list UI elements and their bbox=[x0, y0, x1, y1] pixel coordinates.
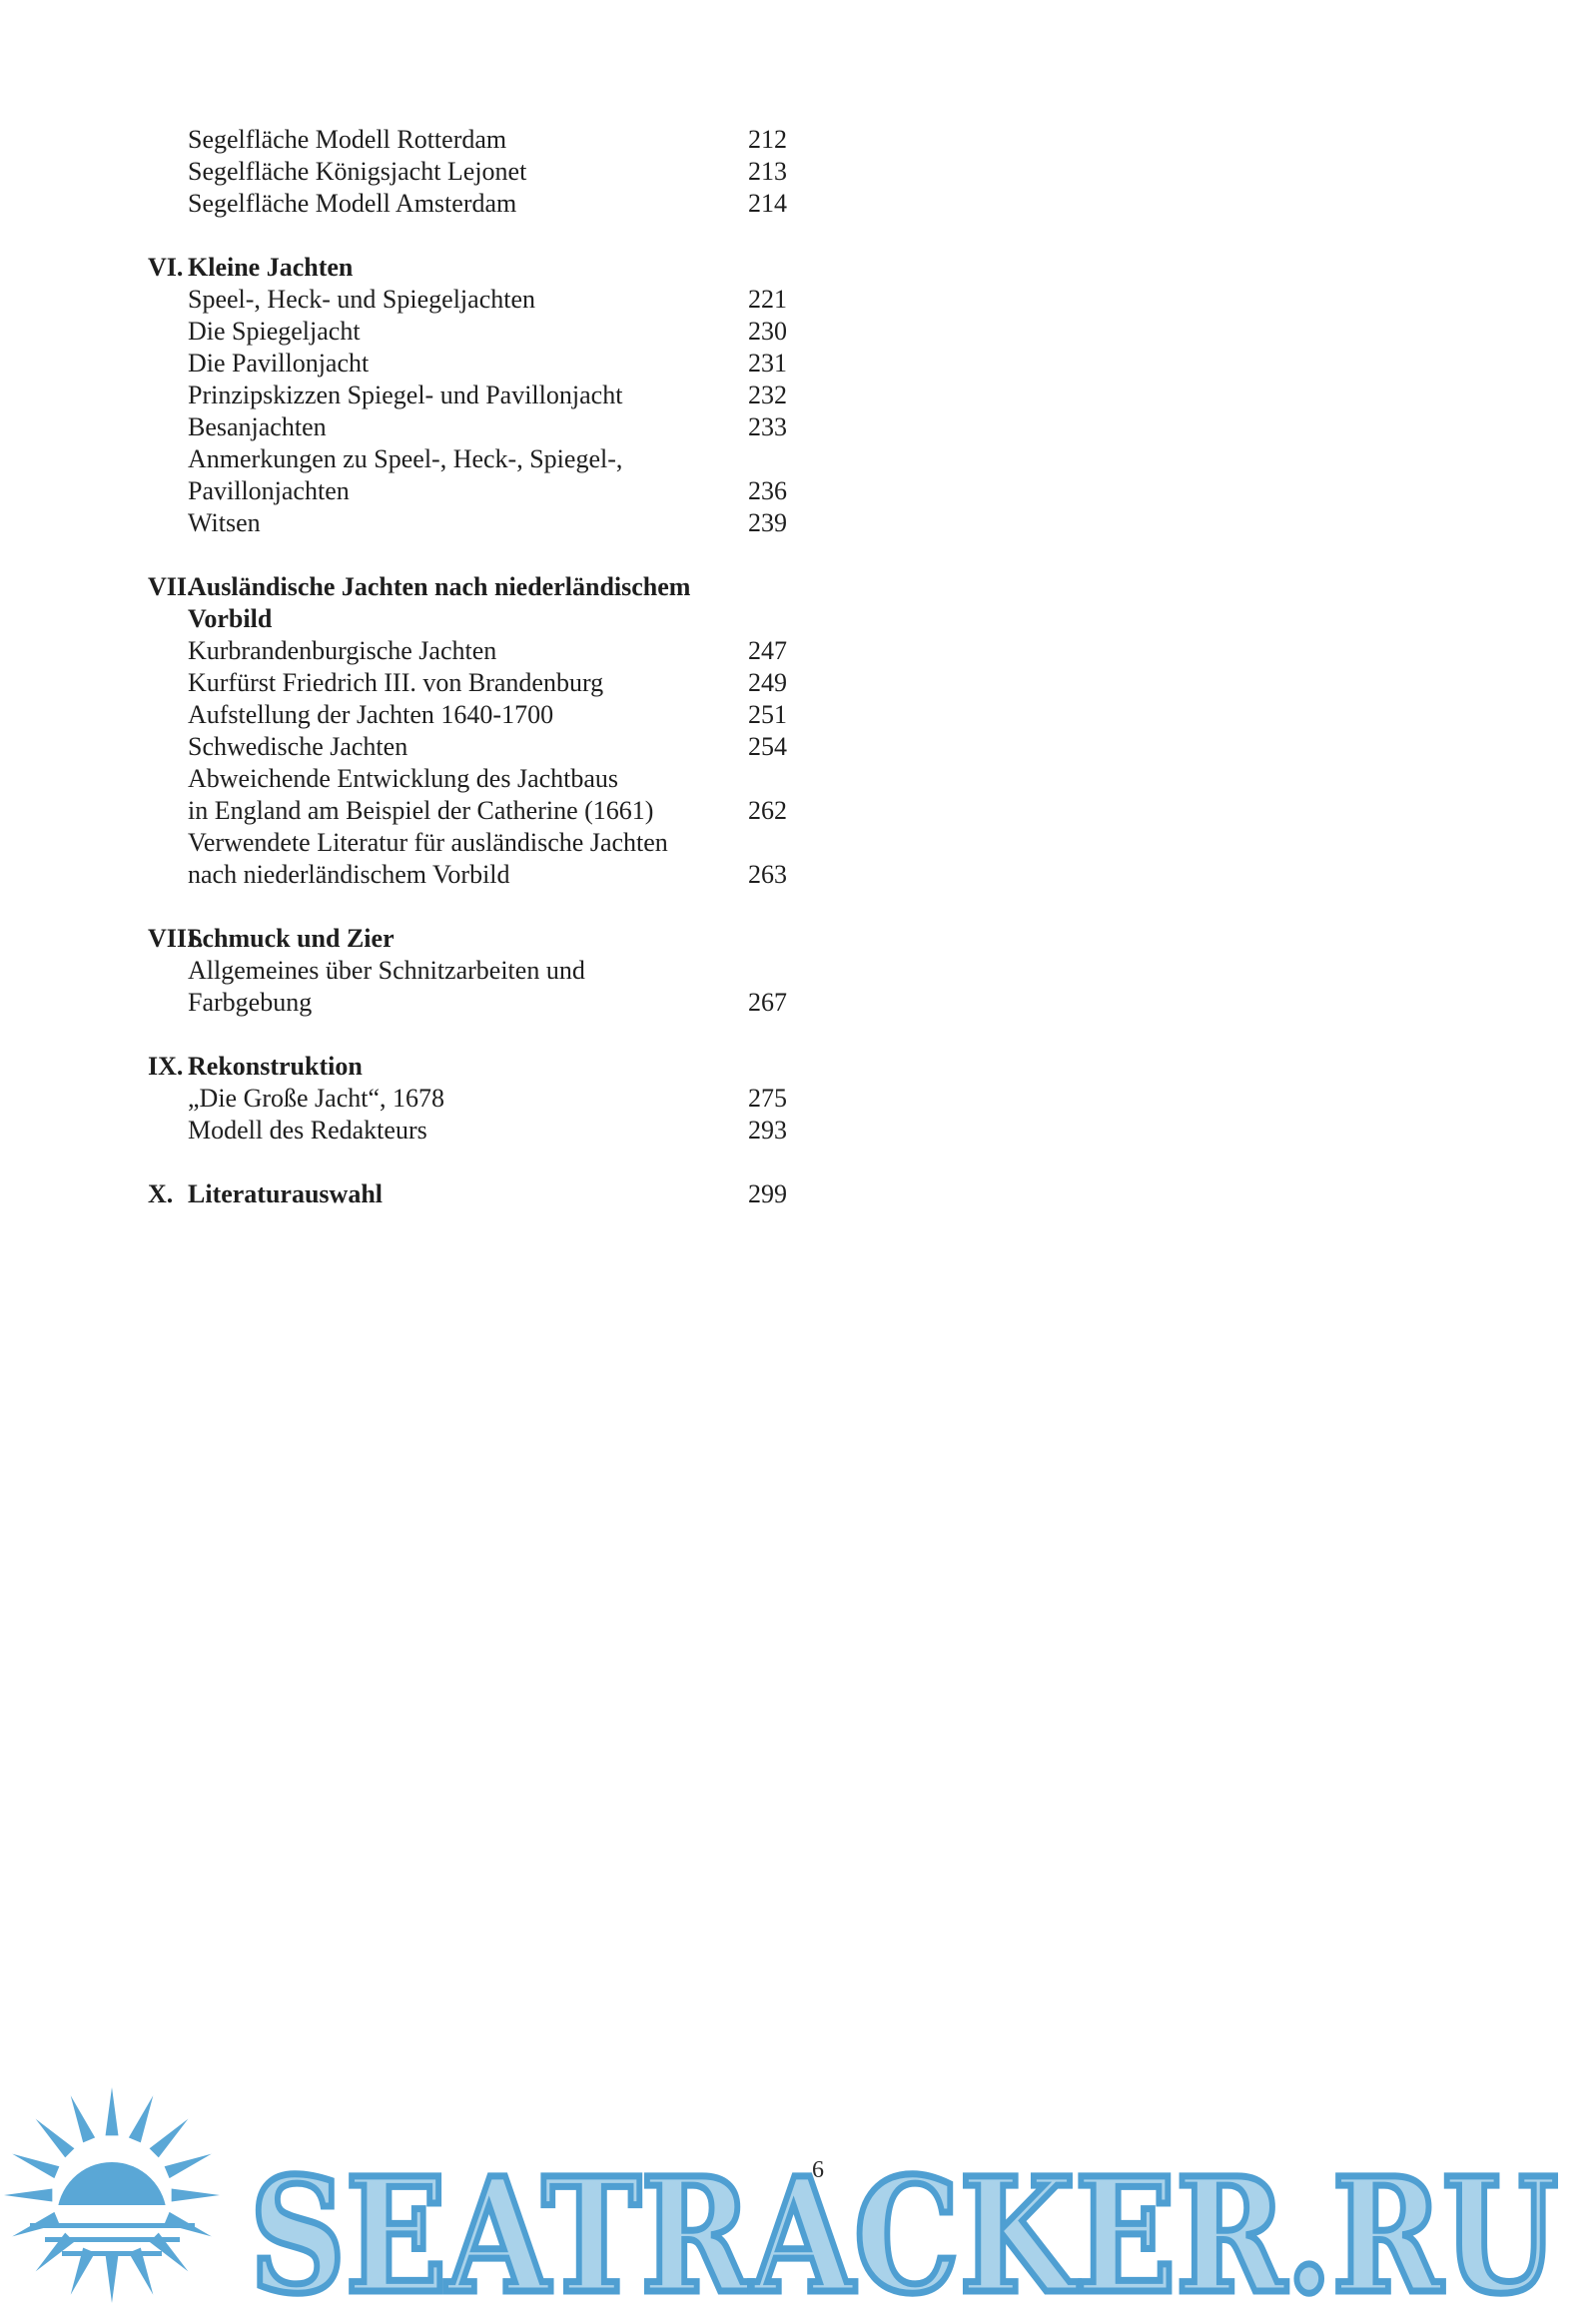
section-title: Ausländische Jachten nach niederländischem bbox=[188, 572, 691, 601]
section-title: Rekonstruktion bbox=[188, 1052, 363, 1081]
page-ref: 214 bbox=[748, 189, 787, 218]
toc-entry-label: Allgemeines über Schnitzarbeiten und bbox=[188, 956, 585, 985]
toc-entry-label: Segelfläche Modell Rotterdam bbox=[188, 125, 507, 154]
section-title: Schmuck und Zier bbox=[188, 924, 395, 953]
toc-section-heading bbox=[148, 1178, 787, 1210]
toc-entry bbox=[148, 635, 787, 667]
sun-ray bbox=[36, 2119, 75, 2158]
toc-entry bbox=[148, 699, 787, 731]
page-ref: 263 bbox=[748, 860, 787, 889]
section-title-continued: Vorbild bbox=[188, 604, 273, 633]
toc-entry-label: Anmerkungen zu Speel-, Heck-, Spiegel-, bbox=[188, 444, 623, 473]
toc-section bbox=[148, 923, 787, 1019]
toc-entry bbox=[148, 284, 787, 316]
page-ref: 267 bbox=[748, 988, 787, 1017]
section-title: Literaturauswahl bbox=[188, 1179, 383, 1208]
page-ref: 233 bbox=[748, 412, 787, 441]
toc-entry bbox=[148, 667, 787, 699]
toc-entry bbox=[148, 1083, 787, 1115]
toc-section-heading bbox=[148, 252, 787, 284]
section-number: VIII. bbox=[148, 924, 204, 953]
toc-entry-label: Pavillonjachten bbox=[188, 476, 350, 505]
toc-entry-label: Abweichende Entwicklung des Jachtbaus bbox=[188, 764, 619, 793]
page-ref: 212 bbox=[748, 125, 787, 154]
toc-entry bbox=[148, 411, 787, 443]
toc-entry-label: nach niederländischem Vorbild bbox=[188, 860, 510, 889]
toc-entry bbox=[148, 380, 787, 411]
toc-entry-label: Witsen bbox=[188, 508, 261, 537]
toc-entry bbox=[148, 955, 787, 987]
table-of-contents bbox=[148, 124, 787, 1242]
page-ref: 236 bbox=[748, 476, 787, 505]
toc-entry-label: Segelfläche Modell Amsterdam bbox=[188, 189, 517, 218]
toc-entry-label: Segelfläche Königsjacht Lejonet bbox=[188, 157, 527, 186]
sun-ray bbox=[4, 2189, 52, 2202]
page-number: 6 bbox=[812, 2157, 824, 2183]
page-ref: 299 bbox=[748, 1179, 787, 1208]
watermark-logo bbox=[0, 2077, 1596, 2314]
toc-entry-label: Die Spiegeljacht bbox=[188, 317, 361, 346]
page-ref: 254 bbox=[748, 732, 787, 761]
sun-ray bbox=[106, 2255, 119, 2303]
toc-entry-label: in England am Beispiel der Catherine (1661) bbox=[188, 796, 654, 825]
toc-entry-label: Schwedische Jachten bbox=[188, 732, 408, 761]
toc-entry bbox=[148, 124, 787, 156]
toc-entry-label: „Die Große Jacht“, 1678 bbox=[188, 1084, 445, 1113]
watermark-text: SEATRACKER.RU bbox=[250, 2144, 1558, 2314]
page-ref: 251 bbox=[748, 700, 787, 729]
toc-entry-label: Aufstellung der Jachten 1640-1700 bbox=[188, 700, 554, 729]
toc-entry bbox=[148, 475, 787, 507]
toc-entry bbox=[148, 316, 787, 348]
toc-entry bbox=[148, 987, 787, 1019]
toc-entry bbox=[148, 507, 787, 539]
page-ref: 262 bbox=[748, 796, 787, 825]
toc-entry bbox=[148, 795, 787, 827]
sun-ray bbox=[71, 2095, 95, 2142]
page-ref: 213 bbox=[748, 157, 787, 186]
sun-ray bbox=[129, 2095, 153, 2142]
toc-section-heading bbox=[148, 923, 787, 955]
toc-section bbox=[148, 252, 787, 539]
toc-entry bbox=[148, 731, 787, 763]
toc-entry bbox=[148, 443, 787, 475]
section-number: VII. bbox=[148, 572, 194, 601]
toc-entry-label: Die Pavillonjacht bbox=[188, 349, 370, 378]
toc-entry-label: Verwendete Literatur für ausländische Jachten bbox=[188, 828, 668, 857]
toc-entry bbox=[148, 859, 787, 891]
toc-entry-label: Prinzipskizzen Spiegel- und Pavillonjacht bbox=[188, 381, 623, 409]
toc-entry-label: Kurfürst Friedrich III. von Brandenburg bbox=[188, 668, 604, 697]
toc-entry-label: Modell des Redakteurs bbox=[188, 1116, 427, 1145]
toc-entry bbox=[148, 763, 787, 795]
page-ref: 232 bbox=[748, 381, 787, 409]
sun-ray bbox=[12, 2154, 59, 2178]
sun-over-sea-icon bbox=[4, 2087, 220, 2303]
toc-entry-label: Kurbrandenburgische Jachten bbox=[188, 636, 497, 665]
toc-entry bbox=[148, 348, 787, 380]
page-ref: 275 bbox=[748, 1084, 787, 1113]
toc-entry-label: Farbgebung bbox=[188, 988, 313, 1017]
section-title: Kleine Jachten bbox=[188, 253, 354, 282]
page-ref: 249 bbox=[748, 668, 787, 697]
toc-section bbox=[148, 1178, 787, 1210]
toc-section bbox=[148, 571, 787, 891]
page-ref: 247 bbox=[748, 636, 787, 665]
section-number: VI. bbox=[148, 253, 184, 282]
toc-entry-label: Speel-, Heck- und Spiegeljachten bbox=[188, 285, 535, 314]
toc-section-heading bbox=[148, 571, 787, 603]
page-ref: 231 bbox=[748, 349, 787, 378]
toc-section-heading bbox=[148, 1051, 787, 1083]
section-number: IX. bbox=[148, 1052, 184, 1081]
sun-ray bbox=[165, 2154, 212, 2178]
page-ref: 230 bbox=[748, 317, 787, 346]
toc-section-heading-continued bbox=[148, 603, 787, 635]
section-number: X. bbox=[148, 1179, 174, 1208]
toc-entry bbox=[148, 156, 787, 188]
toc-section bbox=[148, 1051, 787, 1147]
toc-entry bbox=[148, 1115, 787, 1147]
page-ref: 239 bbox=[748, 508, 787, 537]
toc-entry bbox=[148, 827, 787, 859]
toc-entry-label: Besanjachten bbox=[188, 412, 327, 441]
toc-section bbox=[148, 124, 787, 220]
sun-ray bbox=[106, 2087, 119, 2135]
toc-entry bbox=[148, 188, 787, 220]
sun-ray bbox=[172, 2189, 220, 2202]
sun-ray bbox=[150, 2119, 189, 2158]
page-ref: 221 bbox=[748, 285, 787, 314]
page-ref: 293 bbox=[748, 1116, 787, 1145]
